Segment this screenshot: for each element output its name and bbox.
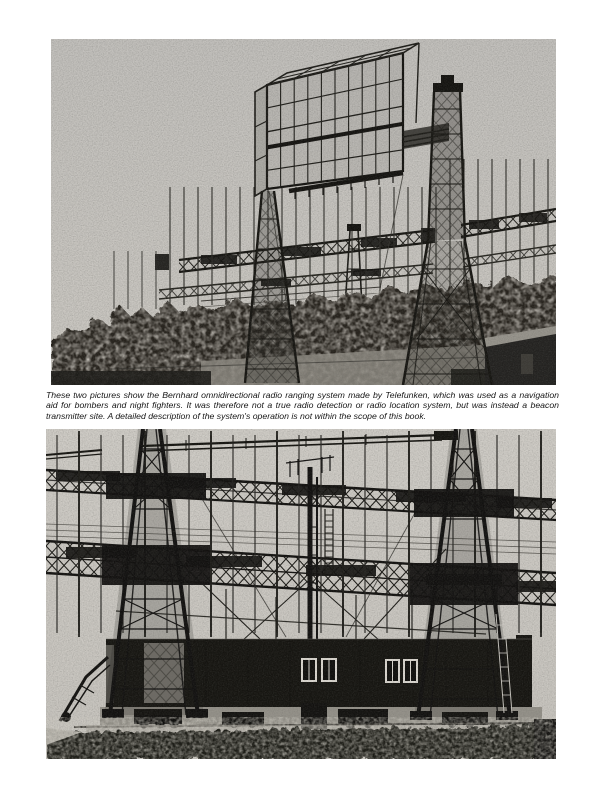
bottom-film-grain xyxy=(46,429,556,759)
photo-bottom xyxy=(46,429,556,759)
photo-top xyxy=(51,39,556,385)
top-film-grain xyxy=(51,39,556,385)
photo-caption: These two pictures show the Bernhard omnidirectional radio ranging system made by Telefunken, which was used as a navigation aid for bombers and night fighters. It was therefore not a true radio detection or radio location system, but was instead a beacon transmitter site. A detailed description of the system's operation is not within the scope of this book. xyxy=(46,390,559,421)
photo-bottom-image xyxy=(46,429,556,759)
photo-top-image xyxy=(51,39,556,385)
